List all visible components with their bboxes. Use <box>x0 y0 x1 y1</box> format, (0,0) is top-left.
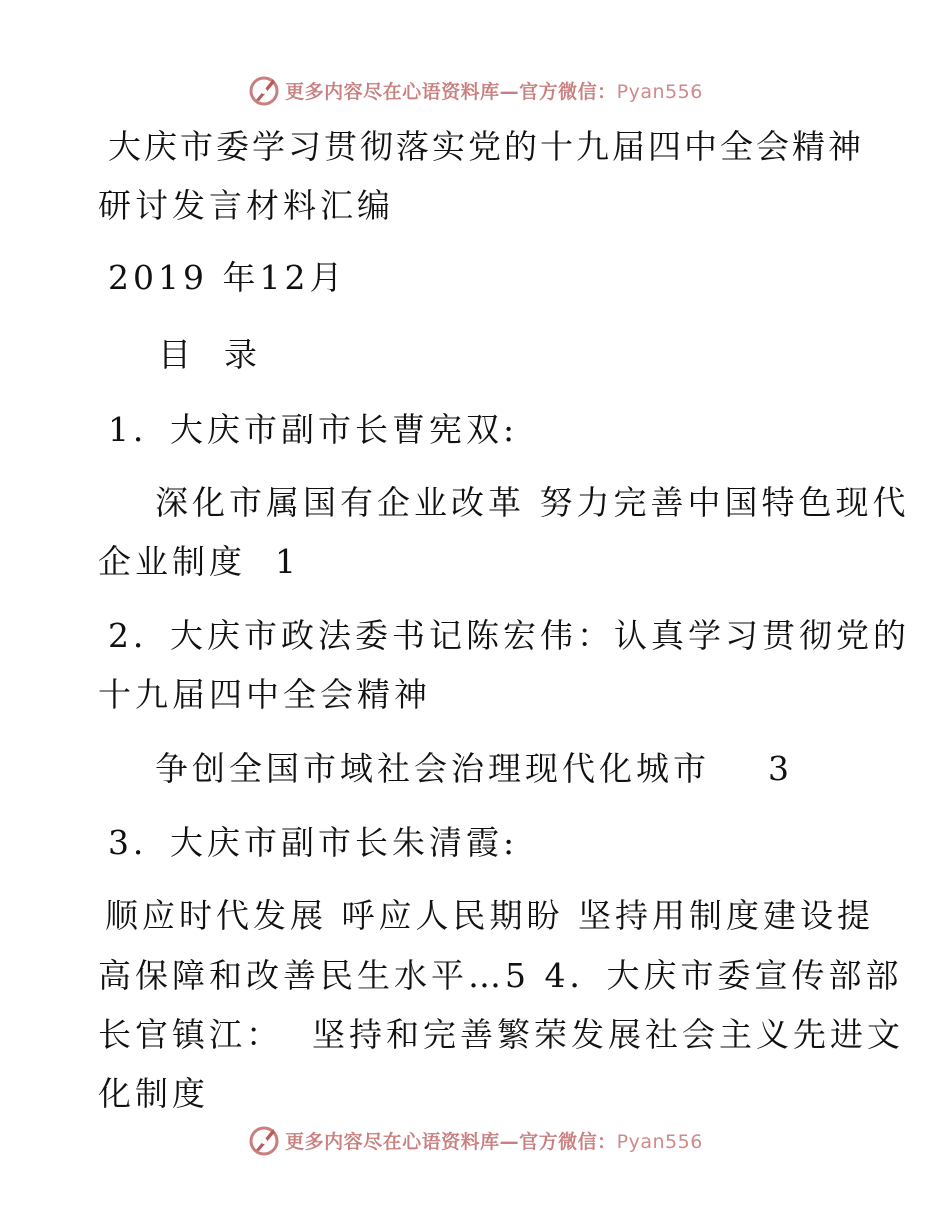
toc-heading: 目 录 <box>158 335 261 374</box>
toc-entry-3-heading: 3．大庆市副市长朱清霞: <box>108 823 519 862</box>
watermark-banner-bottom <box>0 1120 950 1160</box>
quill-logo-icon <box>247 73 281 107</box>
watermark-banner-top <box>0 70 950 110</box>
watermark-text: 更多内容尽在心语资料库—官方微信：Pyan556 <box>285 80 703 103</box>
toc-entry-1-heading: 1．大庆市副市长曹宪双: <box>108 410 519 449</box>
toc-entry-1-title: 深化市属国有企业改革 努力完善中国特色现代 <box>155 483 910 522</box>
toc-entry-2-heading-cont: 十九届四中全会精神 <box>98 675 431 714</box>
document-title-line-1: 大庆市委学习贯彻落实党的十九届四中全会精神 <box>108 127 864 166</box>
watermark-text: 更多内容尽在心语资料库—官方微信：Pyan556 <box>285 1130 703 1153</box>
toc-entry-2-heading: 2．大庆市政法委书记陈宏伟：认真学习贯彻党的 <box>108 616 910 655</box>
toc-entry-1-title-cont: 企业制度 1 <box>98 542 300 581</box>
toc-entry-4-heading: 长官镇江： 坚持和完善繁荣发展社会主义先进文 <box>98 1015 904 1054</box>
toc-entry-3-title-cont: 高保障和改善民生水平…5 4．大庆市委宣传部部 <box>98 956 903 995</box>
document-title-line-2: 研讨发言材料汇编 <box>98 186 394 225</box>
quill-logo-icon <box>247 1123 281 1157</box>
toc-entry-3-title: 顺应时代发展 呼应人民期盼 坚持用制度建设提 <box>105 896 874 935</box>
document-date: 2019 年12月 <box>108 258 347 297</box>
toc-entry-2-title: 争创全国市域社会治理现代化城市 3 <box>155 749 793 788</box>
toc-entry-4-title: 化制度 <box>98 1074 209 1113</box>
